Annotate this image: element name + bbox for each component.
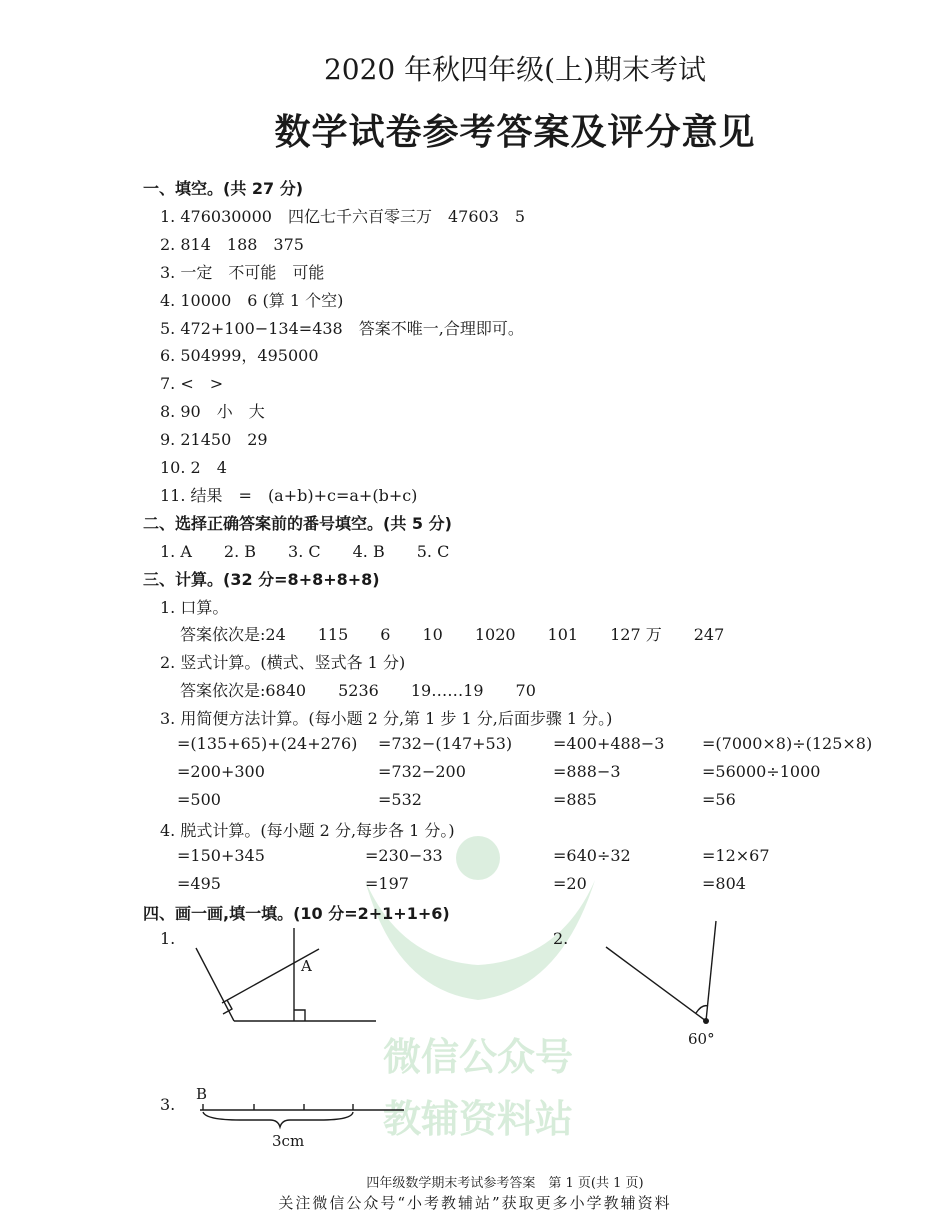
fig2-vertex-dot xyxy=(703,1018,709,1024)
answer-line: 4. 10000 6 (算 1 个空) xyxy=(160,291,344,310)
figure-2-drawing xyxy=(606,921,716,1021)
fig2-angle-label: 60° xyxy=(688,1030,715,1048)
calc-step: =200+300 xyxy=(177,762,265,781)
calc-step: =495 xyxy=(177,874,221,893)
answer-line: 2. 814 188 375 xyxy=(160,235,304,254)
calc-step: =885 xyxy=(553,790,597,809)
calc-step: =20 xyxy=(553,874,587,893)
answer-line: 5. 472+100−134=438 答案不唯一,合理即可。 xyxy=(160,319,524,338)
calc-step: =732−200 xyxy=(378,762,466,781)
problem-2-answer: 答案依次是:6840 5236 19……19 70 xyxy=(180,681,536,700)
figure-1-drawing xyxy=(196,928,376,1021)
problem-4-label: 4. 脱式计算。(每小题 2 分,每步各 1 分。) xyxy=(160,821,455,840)
calc-step: =532 xyxy=(378,790,422,809)
calc-step: =150+345 xyxy=(177,846,265,865)
fig1-side-left xyxy=(196,948,234,1021)
fig2-ray-left xyxy=(606,947,706,1021)
answer-line: 10. 2 4 xyxy=(160,458,227,477)
answer-line: 11. 结果 = (a+b)+c=a+(b+c) xyxy=(160,486,418,505)
figure-3-drawing xyxy=(200,1104,404,1127)
figure-3-number: 3. xyxy=(160,1095,176,1114)
calc-step: =400+488−3 xyxy=(553,734,665,753)
problem-1-label: 1. 口算。 xyxy=(160,598,229,617)
watermark-line-1: 微信公众号 xyxy=(382,1034,574,1079)
figure-2-number: 2. xyxy=(553,929,569,948)
section-3-heading: 三、计算。(32 分=8+8+8+8) xyxy=(143,570,380,589)
calc-step: =640÷32 xyxy=(553,846,631,865)
answer-line: 8. 90 小 大 xyxy=(160,402,265,421)
answer-line: 9. 21450 29 xyxy=(160,430,268,449)
document-subtitle: 数学试卷参考答案及评分意见 xyxy=(274,112,756,153)
calc-step: =56 xyxy=(702,790,736,809)
document-title: 2020 年秋四年级(上)期末考试 xyxy=(323,53,706,86)
footer-note: 关注微信公众号“小考教辅站”获取更多小学教辅资料 xyxy=(278,1194,672,1212)
page-footer: 四年级数学期末考试参考答案 第 1 页(共 1 页) xyxy=(366,1176,644,1191)
calc-step: =500 xyxy=(177,790,221,809)
watermark-line-2: 教辅资料站 xyxy=(382,1096,574,1141)
answer-line: 7. < > xyxy=(160,374,224,393)
answer-line: 1. 476030000 四亿七千六百零三万 47603 5 xyxy=(160,207,526,226)
calc-step: =732−(147+53) xyxy=(378,734,513,753)
calc-step: =230−33 xyxy=(365,846,443,865)
section-2-heading: 二、选择正确答案前的番号填空。(共 5 分) xyxy=(143,514,452,533)
problem-2-label: 2. 竖式计算。(横式、竖式各 1 分) xyxy=(160,653,406,672)
calc-step: =888−3 xyxy=(553,762,621,781)
fig1-right-angle-mark xyxy=(294,1010,305,1021)
answer-line: 1. A 2. B 3. C 4. B 5. C xyxy=(160,542,450,561)
section-1-heading: 一、填空。(共 27 分) xyxy=(143,179,304,198)
answer-line: 6. 504999，495000 xyxy=(160,346,319,365)
calc-step: =(7000×8)÷(125×8) xyxy=(702,734,873,753)
fig3-brace xyxy=(203,1112,353,1127)
problem-3-label: 3. 用简便方法计算。(每小题 2 分,第 1 步 1 分,后面步骤 1 分。) xyxy=(160,709,613,728)
fig3-length-label: 3cm xyxy=(272,1132,305,1150)
calc-step: =804 xyxy=(702,874,746,893)
calc-step: =(135+65)+(24+276) xyxy=(177,734,358,753)
answer-line: 3. 一定 不可能 可能 xyxy=(160,263,325,282)
calc-step: =197 xyxy=(365,874,409,893)
calc-step: =12×67 xyxy=(702,846,770,865)
figure-1-number: 1. xyxy=(160,929,176,948)
calc-step: =56000÷1000 xyxy=(702,762,821,781)
problem-1-answer: 答案依次是:24 115 6 10 1020 101 127 万 247 xyxy=(180,625,725,644)
section-4-heading: 四、画一画,填一填。(10 分=2+1+1+6) xyxy=(143,904,450,923)
fig1-point-label: A xyxy=(301,957,312,975)
fig2-angle-arc xyxy=(696,1006,708,1013)
fig3-point-label: B xyxy=(196,1085,208,1103)
